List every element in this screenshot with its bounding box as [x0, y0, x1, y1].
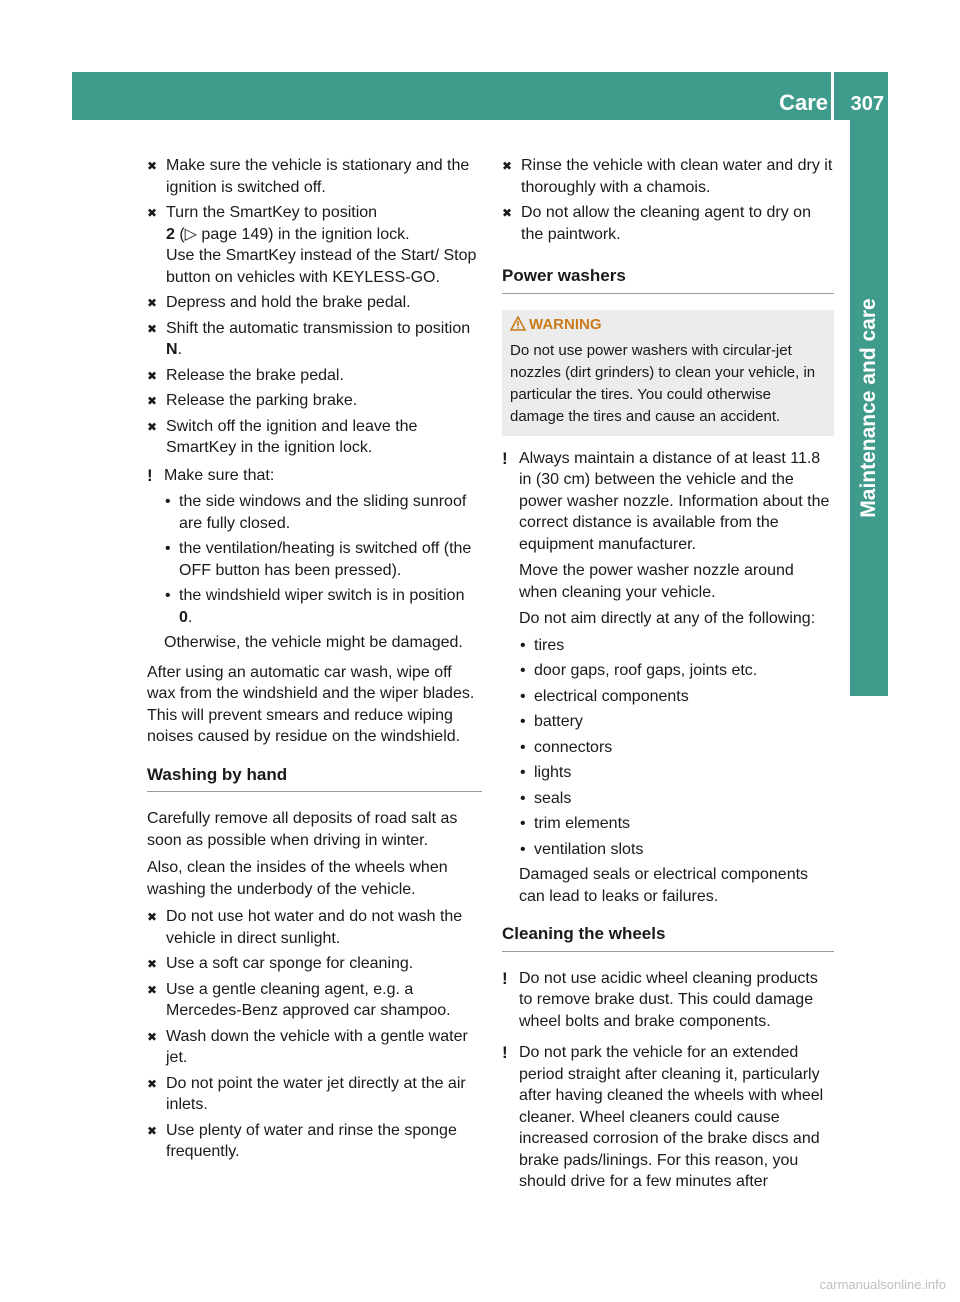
step-text: Turn the SmartKey to position: [166, 204, 378, 221]
exclamation-icon: !: [502, 1043, 508, 1062]
step-arrow-icon: ✖: [147, 1076, 158, 1091]
step-arrow-icon: ✖: [502, 206, 513, 220]
step-arrow-icon: ✖: [147, 1029, 158, 1044]
list-item: • the ventilation/heating is switched off (the OFF button has been pressed).: [165, 540, 472, 579]
list-item: • trim elements: [519, 813, 834, 835]
warning-triangle-icon: [510, 316, 526, 338]
list-item: • ventilation slots: [519, 839, 834, 861]
bullet-icon: •: [520, 840, 526, 858]
step-smartkey: [147, 202, 482, 288]
step-arrow-icon: ✖: [147, 321, 158, 336]
bullet-icon: •: [520, 662, 526, 679]
bullet-icon: •: [520, 764, 526, 781]
list-item: • the windshield wiper switch is in position 0.: [165, 587, 465, 626]
bullet-icon: •: [165, 493, 171, 510]
step-arrow-icon: ✖: [147, 982, 158, 997]
bullet-icon: •: [520, 713, 526, 730]
step-air-inlets: ✖ Do not point the water jet directly at the air inlets.: [147, 1074, 466, 1113]
header-divider: [831, 72, 834, 120]
hand-paragraph-2: Also, clean the insides of the wheels when washing the underbody of the vehicle.: [147, 859, 448, 898]
step-arrow-icon: ✖: [147, 957, 158, 971]
step-text: Make sure the vehicle is stationary and the ignition is switched off.: [166, 157, 470, 196]
bullet-icon: •: [165, 540, 171, 557]
step-shift: ✖ Shift the automatic transmission to position N.: [147, 319, 471, 358]
list-item: • seals: [519, 788, 834, 810]
step-rinse-sponge: ✖ Use plenty of water and rinse the sponge frequently.: [147, 1121, 457, 1160]
step-stationary: [147, 155, 482, 198]
warning-box: [502, 310, 834, 436]
step-release-pedal: [147, 365, 482, 387]
step-text: Depress and hold the brake pedal.: [166, 294, 411, 311]
side-tab-label: Maintenance and care: [857, 298, 880, 518]
page-ref-text[interactable]: (▷ page 149) in the ignition lock.: [174, 225, 410, 243]
bullet-icon: •: [520, 815, 526, 832]
warning-text: Do not use power washers with circular-jet nozzles (dirt grinders) to clean your vehicle, in particular the tires. You could otherwise damage the tires and cause an accident.: [510, 341, 816, 425]
step-arrow-icon: ✖: [147, 419, 158, 434]
step-arrow-icon: ✖: [147, 368, 158, 383]
step-cleaning-agent-dry: ✖ Do not allow the cleaning agent to dry on the paintwork.: [502, 204, 811, 243]
header-section-title: Care: [779, 90, 828, 115]
step-hot-water: ✖ Do not use hot water and do not wash the vehicle in direct sunlight.: [147, 908, 463, 947]
step-text: Release the brake pedal.: [166, 366, 344, 384]
exclamation-icon: !: [502, 448, 508, 468]
list-item: • connectors: [519, 737, 834, 759]
position-value: 2: [166, 225, 175, 243]
exclamation-icon: !: [502, 968, 508, 988]
list-item: • battery: [519, 711, 834, 733]
position-value: 0: [179, 608, 188, 626]
note-acid: ! Do not use acidic wheel cleaning products to remove brake dust. This could damage wheel bolts and brake components.: [502, 968, 818, 1030]
note-park: ! Do not park the vehicle for an extended period straight after cleaning it, particularly after having cleaned the wheels with wheel cleaner. Wheel cleaners could cause increased corrosion of the brake discs and brake pads/linings. For this reason, you should drive for a few minutes after: [502, 1043, 824, 1190]
note-distance: Always maintain a distance of at least 11.8 in (30 cm) between the vehicle and the power washer nozzle. Information about the correct distance is available from the equipment manufacturer.: [519, 449, 830, 553]
step-arrow-icon: ✖: [147, 159, 158, 173]
bullet-icon: •: [520, 687, 526, 705]
step-arrow-icon: ✖: [147, 394, 158, 408]
step-sponge: ✖ Use a soft car sponge for cleaning.: [147, 953, 482, 975]
list-item: • the side windows and the sliding sunroof are fully closed.: [165, 493, 467, 532]
position-value: N: [166, 341, 178, 358]
left-column: [147, 155, 482, 1167]
note-damaged: Damaged seals or electrical components can lead to leaks or failures.: [519, 866, 809, 905]
note-title: Make sure that:: [164, 466, 275, 484]
step-wash-down: ✖ Wash down the vehicle with a gentle water jet.: [147, 1027, 468, 1066]
step-brake: [147, 292, 482, 314]
note-move: Move the power washer nozzle around when cleaning your vehicle.: [519, 562, 794, 601]
footer-watermark: carmanualsonline.info: [819, 1277, 946, 1292]
step-arrow-icon: ✖: [147, 206, 158, 220]
note-aim: Do not aim directly at any of the following:: [519, 610, 816, 627]
step-switch-off: [147, 416, 482, 459]
bullet-icon: •: [520, 636, 526, 654]
step-text: Release the parking brake.: [166, 392, 358, 409]
step-arrow-icon: ✖: [502, 159, 513, 173]
heading-cleaning-wheels: Cleaning the wheels: [502, 923, 834, 952]
heading-power-washers: Power washers: [502, 265, 834, 294]
step-arrow-icon: ✖: [147, 1123, 158, 1138]
list-item: • door gaps, roof gaps, joints etc.: [519, 660, 834, 682]
step-arrow-icon: ✖: [147, 910, 158, 924]
step-text-page-ref: [166, 224, 482, 246]
note-power-washer: [502, 448, 834, 908]
warning-title: WARNING: [529, 315, 602, 333]
after-wash-paragraph: After using an automatic car wash, wipe off wax from the windshield and the wiper blades. This will prevent smears and reduce wiping noises caused by residue on the windshield.: [147, 663, 475, 745]
step-rinse-vehicle: ✖ Rinse the vehicle with clean water and dry it thoroughly with a chamois.: [502, 157, 833, 196]
bullet-icon: •: [165, 587, 171, 604]
note-make-sure: [147, 465, 482, 654]
step-arrow-icon: ✖: [147, 296, 158, 310]
hand-paragraph-1: Carefully remove all deposits of road salt as soon as possible when driving in winter.: [147, 810, 458, 849]
bullet-icon: •: [520, 738, 526, 756]
heading-washing-by-hand: Washing by hand: [147, 764, 482, 793]
header-bar: [72, 72, 888, 120]
step-text: Use the SmartKey instead of the Start/ Stop button on vehicles with KEYLESS-GO.: [166, 247, 477, 286]
list-item: • tires: [519, 635, 834, 657]
exclamation-icon: !: [147, 465, 153, 485]
right-column: [502, 155, 834, 1198]
note-end: Otherwise, the vehicle might be damaged.: [164, 634, 463, 651]
page-number: 307: [850, 93, 884, 115]
list-item: • lights: [519, 762, 834, 784]
step-release-parking: [147, 390, 482, 412]
step-text: Switch off the ignition and leave the SmartKey in the ignition lock.: [166, 417, 418, 456]
bullet-icon: •: [520, 789, 526, 807]
list-item: • electrical components: [519, 686, 834, 708]
step-text: Shift the automatic transmission to position: [166, 319, 471, 337]
step-cleaning-agent: ✖ Use a gentle cleaning agent, e.g. a Mercedes-Benz approved car shampoo.: [147, 980, 451, 1019]
